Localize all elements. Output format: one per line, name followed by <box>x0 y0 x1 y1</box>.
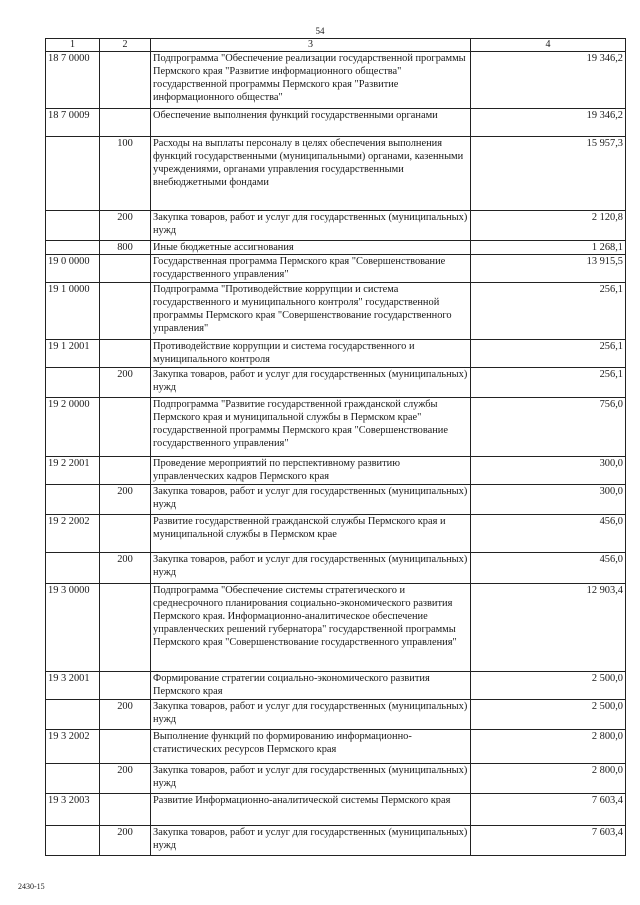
table-row <box>46 730 626 764</box>
row-amount: 13 915,5 <box>471 255 626 283</box>
row-type <box>100 730 151 764</box>
footer-code: 2430-15 <box>18 882 45 891</box>
row-amount: 12 903,4 <box>471 584 626 672</box>
row-text: Развитие государственной гражданской службы Пермского края и муниципальной службы в Пермском крае <box>151 515 471 553</box>
row-type: 200 <box>100 485 151 515</box>
row-text: Закупка товаров, работ и услуг для государственных (муниципальных) нужд <box>151 700 471 730</box>
header-col-1: 1 <box>46 39 100 52</box>
row-text: Иные бюджетные ассигнования <box>151 241 471 255</box>
row-text: Закупка товаров, работ и услуг для государственных (муниципальных) нужд <box>151 826 471 856</box>
row-amount: 756,0 <box>471 398 626 457</box>
row-amount: 2 800,0 <box>471 730 626 764</box>
row-code: 19 3 0000 <box>46 584 100 672</box>
header-col-2: 2 <box>100 39 151 52</box>
row-amount: 300,0 <box>471 485 626 515</box>
table-row <box>46 672 626 700</box>
row-code: 18 7 0000 <box>46 52 100 109</box>
row-type: 200 <box>100 700 151 730</box>
table-row <box>46 283 626 340</box>
row-text: Противодействие коррупции и система государственного и муниципального контроля <box>151 340 471 368</box>
row-type <box>100 515 151 553</box>
row-text: Проведение мероприятий по перспективному развитию управленческих кадров Пермского края <box>151 457 471 485</box>
row-text: Развитие Информационно-аналитической системы Пермского края <box>151 794 471 826</box>
table-row <box>46 794 626 826</box>
row-amount: 7 603,4 <box>471 794 626 826</box>
row-type <box>100 794 151 826</box>
table-row <box>46 368 626 398</box>
row-code: 19 2 0000 <box>46 398 100 457</box>
table-row <box>46 764 626 794</box>
row-code: 19 1 2001 <box>46 340 100 368</box>
row-code <box>46 211 100 241</box>
row-text: Закупка товаров, работ и услуг для государственных (муниципальных) нужд <box>151 764 471 794</box>
row-amount: 2 120,8 <box>471 211 626 241</box>
table-row <box>46 700 626 730</box>
row-type <box>100 340 151 368</box>
row-code <box>46 137 100 211</box>
row-code <box>46 485 100 515</box>
row-code <box>46 368 100 398</box>
row-text: Расходы на выплаты персоналу в целях обеспечения выполнения функций государственными (муниципальными) органами, казенными учреждениями, органами управления государственными внебюджетными фондами <box>151 137 471 211</box>
row-type: 200 <box>100 764 151 794</box>
row-text: Формирование стратегии социально-экономического развития Пермского края <box>151 672 471 700</box>
table-row <box>46 515 626 553</box>
row-amount: 2 500,0 <box>471 700 626 730</box>
table-row <box>46 52 626 109</box>
row-amount: 7 603,4 <box>471 826 626 856</box>
row-type <box>100 584 151 672</box>
table-row <box>46 485 626 515</box>
row-text: Закупка товаров, работ и услуг для государственных (муниципальных) нужд <box>151 368 471 398</box>
table-row <box>46 211 626 241</box>
row-type <box>100 283 151 340</box>
row-amount: 19 346,2 <box>471 109 626 137</box>
row-text: Подпрограмма "Развитие государственной гражданской службы Пермского края и муниципальной службы в Пермском крае" государственной программы Пермского края "Совершенствование государственного управления" <box>151 398 471 457</box>
row-amount: 456,0 <box>471 553 626 584</box>
table-row <box>46 826 626 856</box>
row-amount: 456,0 <box>471 515 626 553</box>
table-row <box>46 241 626 255</box>
row-type: 100 <box>100 137 151 211</box>
table-row <box>46 553 626 584</box>
row-amount: 1 268,1 <box>471 241 626 255</box>
row-code <box>46 241 100 255</box>
row-amount: 2 800,0 <box>471 764 626 794</box>
table-row <box>46 137 626 211</box>
row-text: Закупка товаров, работ и услуг для государственных (муниципальных) нужд <box>151 553 471 584</box>
row-amount: 256,1 <box>471 283 626 340</box>
table-row <box>46 340 626 368</box>
row-type <box>100 52 151 109</box>
row-code <box>46 700 100 730</box>
row-type <box>100 672 151 700</box>
row-type <box>100 255 151 283</box>
row-text: Закупка товаров, работ и услуг для государственных (муниципальных) нужд <box>151 211 471 241</box>
row-text: Государственная программа Пермского края "Совершенствование государственного управления" <box>151 255 471 283</box>
row-code: 19 2 2002 <box>46 515 100 553</box>
row-text: Подпрограмма "Обеспечение системы стратегического и среднесрочного планирования социально-экономического развития Пермского края. Информационно-аналитическое обеспечение управленческих решений губернатора" государственной программы Пермского края "Совершенствование государственного управления" <box>151 584 471 672</box>
row-code: 19 1 0000 <box>46 283 100 340</box>
table-row <box>46 109 626 137</box>
row-type <box>100 457 151 485</box>
row-code: 19 0 0000 <box>46 255 100 283</box>
row-amount: 15 957,3 <box>471 137 626 211</box>
table-row <box>46 584 626 672</box>
header-col-4: 4 <box>471 39 626 52</box>
table-row <box>46 398 626 457</box>
row-text: Выполнение функций по формированию информационно-статистических ресурсов Пермского края <box>151 730 471 764</box>
header-row <box>46 39 626 52</box>
row-code: 19 2 2001 <box>46 457 100 485</box>
row-text: Закупка товаров, работ и услуг для государственных (муниципальных) нужд <box>151 485 471 515</box>
row-type <box>100 398 151 457</box>
row-code <box>46 826 100 856</box>
page-number: 54 <box>315 26 325 36</box>
row-code <box>46 553 100 584</box>
row-code: 19 3 2003 <box>46 794 100 826</box>
header-col-3: 3 <box>151 39 471 52</box>
row-code: 19 3 2001 <box>46 672 100 700</box>
row-amount: 256,1 <box>471 340 626 368</box>
row-text: Подпрограмма "Обеспечение реализации государственной программы Пермского края "Развитие информационного общества" государственной программы Пермского края "Развитие информационного общества" <box>151 52 471 109</box>
row-type <box>100 109 151 137</box>
row-text: Обеспечение выполнения функций государственными органами <box>151 109 471 137</box>
row-type: 800 <box>100 241 151 255</box>
row-text: Подпрограмма "Противодействие коррупции и система государственного и муниципального контроля" государственной программы Пермского края "Совершенствование государственного управления" <box>151 283 471 340</box>
budget-table <box>45 38 626 856</box>
row-type: 200 <box>100 211 151 241</box>
row-amount: 256,1 <box>471 368 626 398</box>
row-amount: 2 500,0 <box>471 672 626 700</box>
row-type: 200 <box>100 368 151 398</box>
table-row <box>46 255 626 283</box>
row-amount: 19 346,2 <box>471 52 626 109</box>
row-code <box>46 764 100 794</box>
row-type: 200 <box>100 826 151 856</box>
row-type: 200 <box>100 553 151 584</box>
row-amount: 300,0 <box>471 457 626 485</box>
row-code: 19 3 2002 <box>46 730 100 764</box>
row-code: 18 7 0009 <box>46 109 100 137</box>
table-row <box>46 457 626 485</box>
